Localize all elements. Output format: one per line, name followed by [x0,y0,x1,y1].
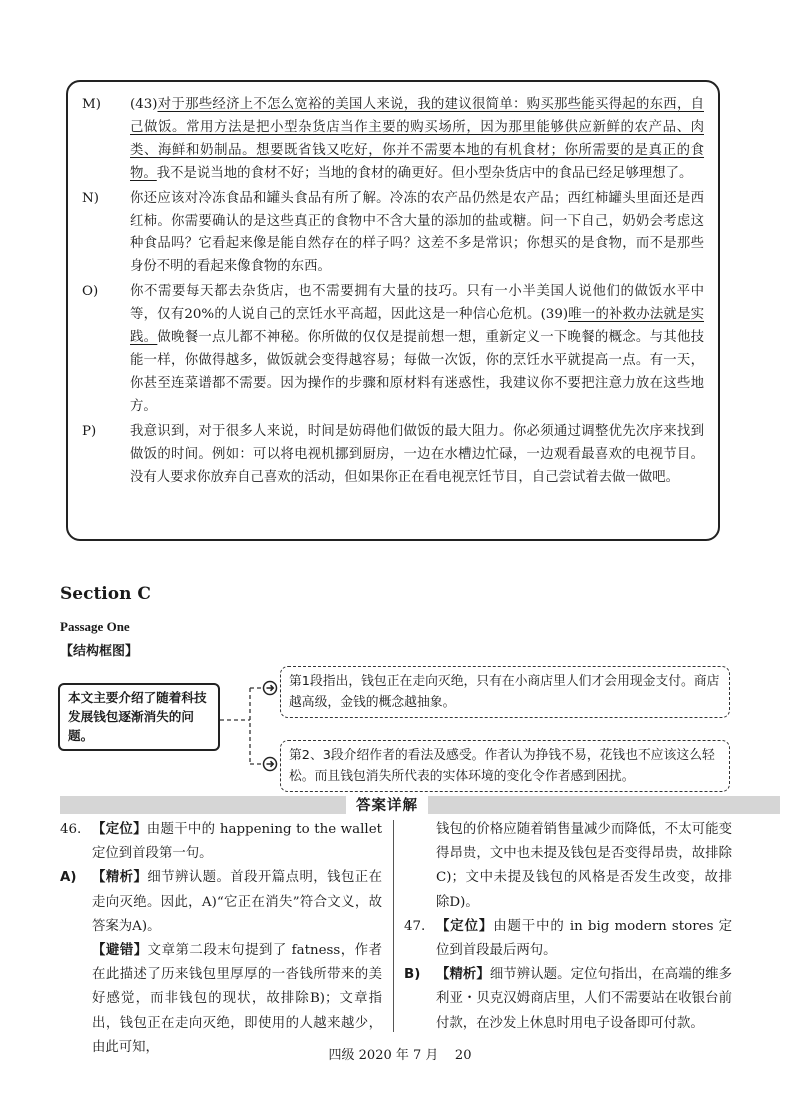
locate-text: 由题干中的 in big modern stores 定位到首段最后两句。 [436,918,732,959]
paragraph-text [130,421,704,490]
answers-left-column [60,818,382,1060]
paragraph-label: P) [82,423,97,439]
continued-text: 钱包的价格应随着销售量减少而降低，不太可能变得昂贵，文中也未提及钱包是否变得昂贵，故排除C)；文中未提及钱包的风格是否发生改变，故排除D)。 [436,822,732,910]
paragraph-segment: 你不需要每天都去杂货店，也不需要拥有大量的技巧。只有一小半美国人说他们的做饭水平中等，仅有20%的人说自己的烹饪水平高超，因此这是一种信心危机。(39) [130,284,704,323]
paragraph-text [130,281,704,418]
section-title: Section C [60,584,151,604]
paragraph-segment: 你还应该对冷冻食品和罐头食品有所了解。冷冻的农产品仍然是农产品；西红柿罐头里面还是西红柿。你需要确认的是这些真正的食物中不含大量的添加的盐或糖。问一下自己，奶奶会考虑这种食品吗？它看起来像是能自然存在的样子吗？这差不多是常识；你想买的是食物，而不是那些身份不明的看起来像食物的东西。 [130,190,704,275]
avoid-error-block [60,939,382,1060]
underlined-answer-text: 唯一的补救办法就是实践。 [130,307,705,346]
avoid-error-text: 文章第二段末句提到了 fatness，作者在此描述了历来钱包里厚厚的一沓钱所带来的美好感觉，而非钱包的现状，故排除B)；文章指出，钱包正在走向灭绝，即使用的人越来越少，由此可知， [92,943,382,1055]
option-a [60,866,382,939]
paragraph-segment: 我意识到，对于很多人来说，时间是妨碍他们做饭的最大阻力。你必须通过调整优先次序来找到做饭的时间。例如：可以将电视机挪到厨房，一边在水槽边忙碌，一边观看最喜欢的电视节目。没有人要求你放弃自己喜欢的活动，但如果你正在看电视烹饪节目，自己尝试着去做一做吧。 [130,423,704,485]
column-divider [393,820,394,1032]
locate-text: 由题干中的 happening to the wallet 定位到首段第一句。 [92,822,383,862]
structure-main-box: 本文主要介绍了随着科技发展钱包逐渐消失的问题。 [58,683,220,751]
paragraph-text [130,94,704,186]
analysis-text: 细节辨认题。定位句指出，在高端的维多利亚・贝克汉姆商店里，人们不需要站在收银台前付款，在沙发上休息时用电子设备即可付款。 [436,967,733,1031]
paragraph-text [130,188,704,280]
passage-paragraph [82,281,704,418]
option-b [404,963,732,1036]
analysis-text: 细节辨认题。首段开篇点明，钱包正在走向灭绝。因此，A)“它正在消失”符合文义，故答案为A)。 [92,870,383,934]
locate-tag: 【定位】 [436,918,494,934]
avoid-error-tag: 【避错】 [92,943,148,959]
passage-paragraphs [82,94,704,489]
question-number: 47. [404,918,426,934]
question-46 [60,818,382,866]
structure-branch-box-1: 第1段指出，钱包正在走向灭绝，只有在小商店里人们才会用现金支付。商店越高级，金钱的概念越抽象。 [280,666,730,718]
arrow-right-icon [262,756,278,772]
underlined-answer-text: 想要既省钱又吃好，你并不需要本地的有机食材；你所需要的是真正的食物。 [130,142,705,181]
locate-tag: 【定位】 [92,822,147,837]
analysis-tag: 【精析】 [92,870,148,886]
answers-right-column [404,818,732,1036]
paragraph-label: O) [82,284,99,300]
underlined-answer-text: 常用方法是把小型杂货店当作主要的购买场所，因为那里能够供应新鲜的农产品、肉类、海鲜和奶制品。 [130,119,704,158]
question-47 [404,915,732,963]
paragraph-segment: (43) [130,97,158,112]
paragraph-label: M) [82,97,101,112]
paragraph-label: N) [82,190,99,206]
passage-paragraph [82,94,704,186]
option-label: B) [404,967,421,983]
paragraph-segment: 做晚餐一点儿都不神秘。你所做的仅仅是提前想一想，重新定义一下晚餐的概念。与其他技能一样，你做得越多，做饭就会变得越容易；每做一次饭，你的烹饪水平就提高一点。有一天，你甚至连菜谱都不需要。因为操作的步骤和原材料有迷惑性，我建议你不要把注意力放在这些地方。 [130,330,705,414]
passage-title: Passage One [60,619,130,634]
question-number: 46. [60,822,82,837]
arrow-right-icon [262,680,278,696]
underlined-answer-text: 对于那些经济上不怎么宽裕的美国人来说，我的建议很简单：购买那些能买得起的东西，自己做饭。 [130,97,704,135]
option-label: A) [60,870,77,886]
passage-box [66,80,720,541]
paragraph-segment: 我不是说当地的食材不好；当地的食材的确更好。但小型杂货店中的食品已经足够理想了。 [156,165,693,181]
structure-diagram-title: 【结构框图】 [60,644,139,659]
answers-header-title: 答案详解 [346,794,428,815]
structure-branch-box-2: 第2、3段介绍作者的看法及感受。作者认为挣钱不易，花钱也不应该这么轻松。而且钱包消失所代表的实体环境的变化令作者感到困扰。 [280,740,730,792]
passage-paragraph [82,188,704,280]
page-footer: 四级 2020 年 7 月 20 [328,1048,472,1063]
passage-paragraph [82,421,704,490]
analysis-tag: 【精析】 [436,967,490,983]
